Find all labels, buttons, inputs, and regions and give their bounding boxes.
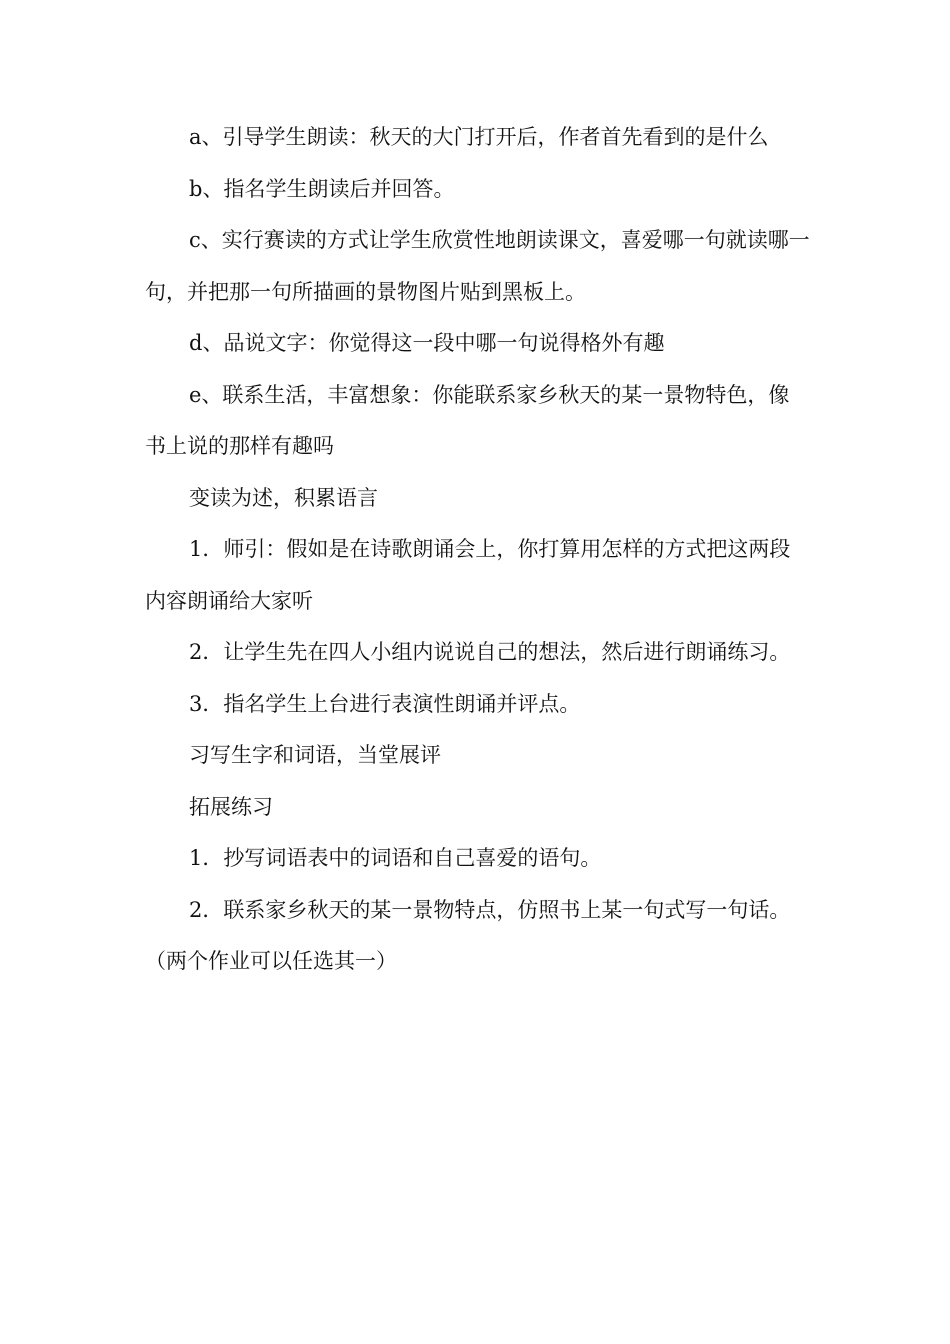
paragraph-b-answer: b、指名学生朗读后并回答。 [189,176,455,201]
section-heading-retelling: 变读为述，积累语言 [189,485,378,510]
paragraph-2-group-practice: 2．让学生先在四人小组内说说自己的想法，然后进行朗诵练习。 [189,640,791,664]
paragraph-1-recital-plan: 1．师引：假如是在诗歌朗诵会上，你打算用怎样的方式把这两段内容朗诵给大家听 [145,537,791,613]
paragraph-1-copy-words: 1．抄写词语表中的词语和自己喜爱的语句。 [189,846,602,870]
section-heading-extension: 拓展练习 [189,794,273,819]
paragraph-d-discuss-text: d、品说文字：你觉得这一段中哪一句说得格外有趣 [189,331,665,355]
paragraph-a-guide-reading: a、引导学生朗读：秋天的大门打开后，作者首先看到的是什么 [189,125,769,149]
paragraph-3-stage-performance: 3．指名学生上台进行表演性朗诵并评点。 [189,691,581,716]
paragraph-e-imagination: e、联系生活，丰富想象：你能联系家乡秋天的某一景物特色，像书上说的那样有趣吗 [145,382,790,458]
paragraph-c-competitive-reading: c、实行赛读的方式让学生欣赏性地朗读课文，喜爱哪一句就读哪一句，并把那一句所描画的景物图片贴到黑板上。 [145,228,810,304]
paragraph-2-write-sentence: 2．联系家乡秋天的某一景物特点，仿照书上某一句式写一句话。（两个作业可以任选其一） [145,897,791,973]
document-body [145,112,810,988]
section-heading-writing: 习写生字和词语，当堂展评 [189,743,441,767]
